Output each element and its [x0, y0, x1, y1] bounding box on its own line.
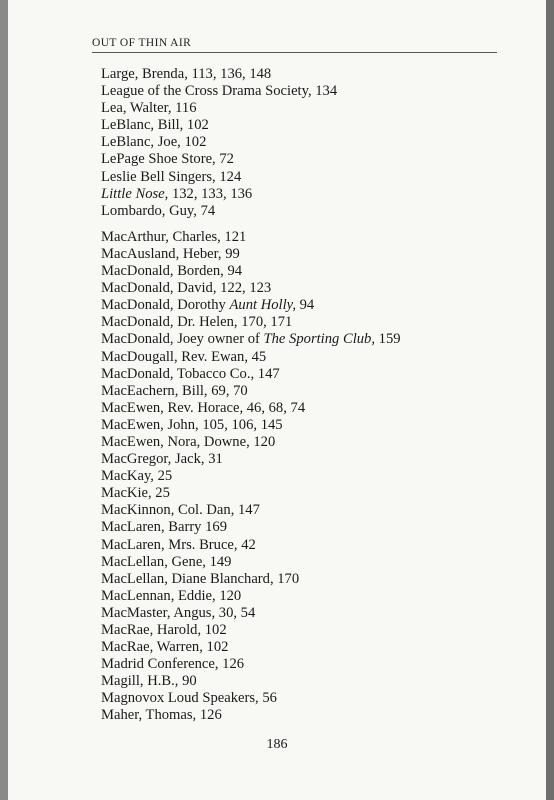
entry-before-text: MacEwen, John, 105, 106, 145 [101, 416, 283, 433]
index-entry [101, 280, 521, 297]
entry-before-text: MacKay, 25 [101, 468, 173, 485]
index-list [101, 66, 521, 725]
entry-before-text: MacKinnon, Col. Dan, 147 [101, 502, 260, 519]
index-entry [101, 349, 521, 366]
index-entry [101, 485, 521, 502]
entry-before-text: MacDonald, Tobacco Co., 147 [101, 365, 280, 382]
entry-before-text: MacDonald, Dorothy [101, 297, 230, 314]
index-entry [101, 571, 521, 588]
index-entry [101, 186, 521, 203]
entry-before-text: MacMaster, Angus, 30, 54 [101, 604, 256, 621]
index-entry [101, 656, 521, 673]
index-entry [101, 622, 521, 639]
entry-italic-text: The Sporting Club, [263, 331, 376, 348]
index-entry [101, 151, 521, 168]
entry-before-text: LePage Shoe Store, 72 [101, 151, 234, 168]
entry-before-text: LeBlanc, Bill, 102 [101, 117, 209, 134]
index-entry [101, 263, 521, 280]
entry-before-text: MacEwen, Nora, Downe, 120 [101, 433, 276, 450]
entry-before-text: Madrid Conference, 126 [101, 656, 245, 673]
page-edge-shadow [546, 0, 554, 800]
entry-before-text: Lea, Walter, 116 [101, 100, 197, 117]
entry-before-text: MacLellan, Diane Blanchard, 170 [101, 570, 300, 587]
index-entry [101, 690, 521, 707]
index-entry [101, 537, 521, 554]
index-entry [101, 673, 521, 690]
index-entry [101, 314, 521, 331]
index-entry [101, 366, 521, 383]
index-entry [101, 400, 521, 417]
index-entry [101, 117, 521, 134]
entry-before-text: MacDougall, Rev. Ewan, 45 [101, 348, 267, 365]
entry-before-text: LeBlanc, Joe, 102 [101, 134, 207, 151]
index-entry [101, 588, 521, 605]
index-entry [101, 66, 521, 83]
entry-italic-text: Aunt Holly, [229, 297, 296, 314]
index-entry [101, 519, 521, 536]
entry-before-text: MacRae, Harold, 102 [101, 622, 227, 638]
index-entry [101, 554, 521, 571]
index-entry [101, 83, 521, 100]
entry-before-text: MacGregor, Jack, 31 [101, 451, 223, 468]
index-entry [101, 331, 521, 348]
index-entry [101, 707, 521, 724]
entry-before-text: Large, Brenda, 113, 136, 148 [101, 66, 272, 82]
entry-before-text: Magill, H.B., 90 [101, 673, 197, 690]
index-entry [101, 639, 521, 656]
entry-before-text: MacAusland, Heber, 99 [101, 245, 240, 262]
entry-after-text: 94 [295, 297, 315, 314]
entry-before-text: MacArthur, Charles, 121 [101, 228, 247, 245]
entry-after-text: 159 [375, 331, 401, 348]
entry-before-text: MacLennan, Eddie, 120 [101, 587, 242, 604]
entry-before-text: MacKie, 25 [101, 485, 170, 502]
entry-before-text: MacDonald, Dr. Helen, 170, 171 [101, 314, 293, 331]
index-entry [101, 100, 521, 117]
entry-after-text: 132, 133, 136 [168, 185, 253, 202]
entry-before-text: MacRae, Warren, 102 [101, 639, 229, 656]
index-entry [101, 383, 521, 400]
index-entry [101, 468, 521, 485]
index-entry [101, 229, 521, 246]
entry-before-text: MacEwen, Rev. Horace, 46, 68, 74 [101, 399, 306, 416]
entry-before-text: MacDonald, Joey owner of [101, 331, 264, 348]
index-entry [101, 169, 521, 186]
entry-before-text: MacLaren, Barry 169 [101, 519, 228, 536]
entry-before-text: Magnovox Loud Speakers, 56 [101, 690, 277, 707]
entry-before-text: MacLaren, Mrs. Bruce, 42 [101, 536, 256, 553]
index-entry [101, 417, 521, 434]
index-entry [101, 502, 521, 519]
entry-before-text: MacDonald, David, 122, 123 [101, 280, 272, 297]
entry-before-text: MacDonald, Borden, 94 [101, 263, 243, 280]
entry-italic-text: Little Nose, [101, 185, 169, 202]
entry-before-text: Lombardo, Guy, 74 [101, 202, 216, 219]
page-number: 186 [266, 737, 288, 752]
entry-before-text: MacLellan, Gene, 149 [101, 553, 232, 570]
entry-before-text: Maher, Thomas, 126 [101, 707, 222, 724]
index-entry [101, 134, 521, 151]
section-gap [101, 220, 521, 229]
index-entry [101, 451, 521, 468]
index-entry [101, 203, 521, 220]
header-rule [92, 52, 497, 53]
index-entry [101, 246, 521, 263]
index-entry [101, 434, 521, 451]
index-entry [101, 605, 521, 622]
entry-before-text: Leslie Bell Singers, 124 [101, 168, 242, 185]
entry-before-text: League of the Cross Drama Society, 134 [101, 83, 338, 100]
index-entry [101, 297, 521, 314]
entry-before-text: MacEachern, Bill, 69, 70 [101, 382, 248, 399]
running-header: OUT OF THIN AIR [92, 37, 192, 49]
